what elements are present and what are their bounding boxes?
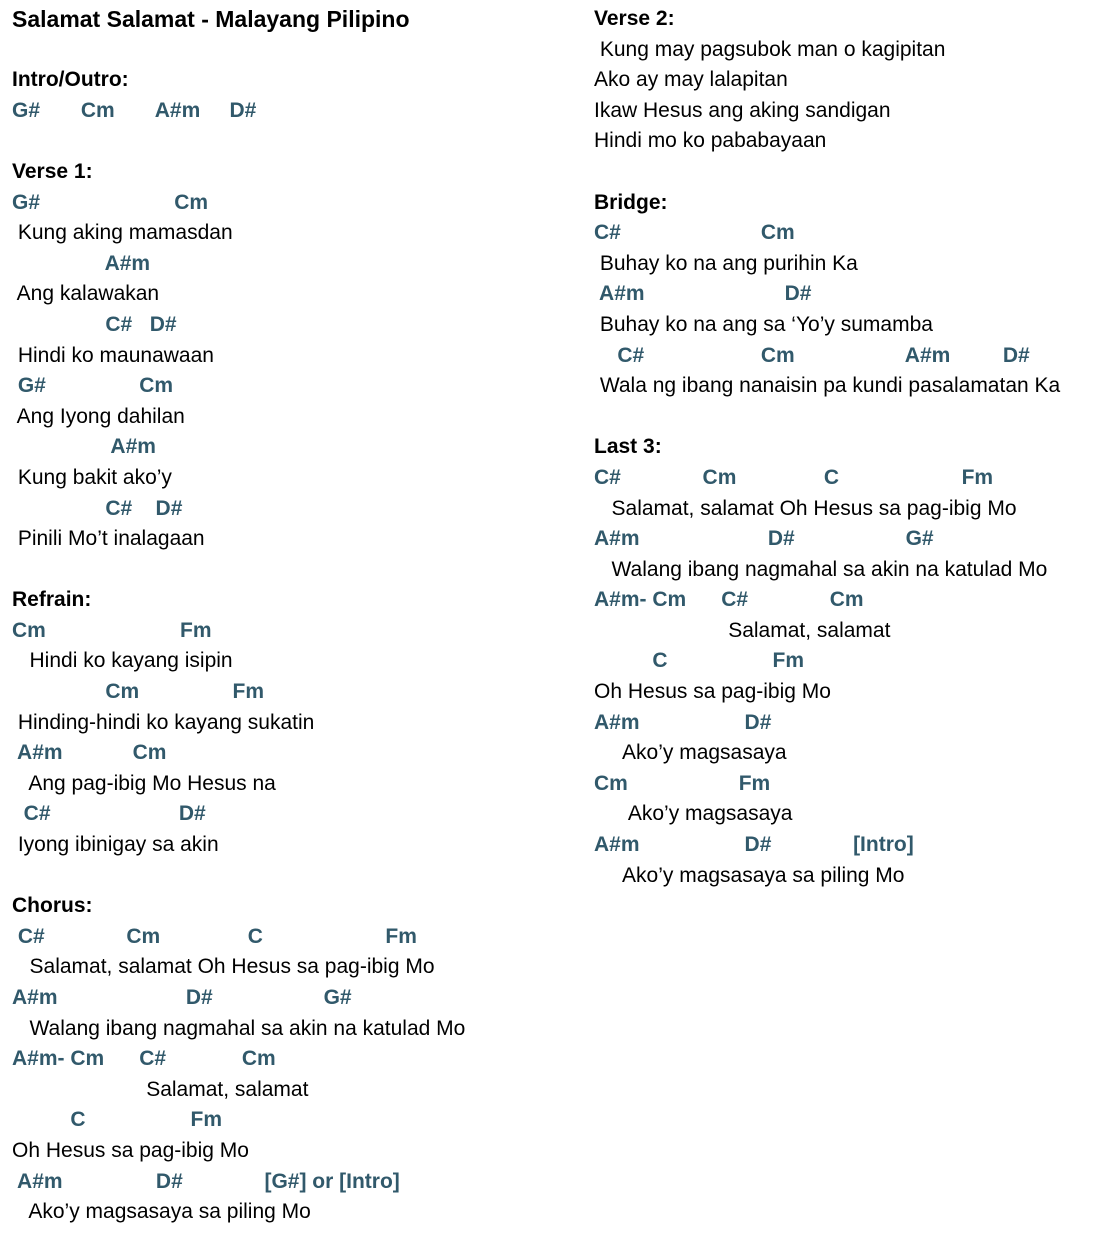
section-heading: Verse 1: <box>12 159 93 183</box>
section-heading: Last 3: <box>594 435 662 459</box>
chord-line: C Fm <box>12 1108 223 1132</box>
chord-line: G# Cm A#m D# <box>12 98 257 122</box>
chord-line: A#m- Cm C# Cm <box>594 588 864 612</box>
lyric-line: Ako’y magsasaya <box>594 802 793 826</box>
lyric-line: Ako’y magsasaya sa piling Mo <box>12 1200 311 1224</box>
left-column <box>12 4 582 1228</box>
chord-line: A#m Cm <box>12 741 167 765</box>
blank-line <box>594 157 1110 188</box>
lyric-line: Buhay ko na ang purihin Ka <box>594 251 858 275</box>
lyric-line: Kung bakit ako’y <box>12 465 172 489</box>
lyric-line: Hinding-hindi ko kayang sukatin <box>12 710 315 734</box>
blank-line <box>12 126 582 157</box>
section-heading: Bridge: <box>594 190 668 214</box>
lyric-line: Oh Hesus sa pag-ibig Mo <box>594 680 831 704</box>
chord-line: A#m D# <box>594 282 812 306</box>
chord-line: Cm Fm <box>12 680 265 704</box>
blank-line <box>12 35 582 66</box>
lyric-line: Ako’y magsasaya <box>594 741 787 765</box>
right-column <box>594 4 1110 891</box>
lyric-line: Ang kalawakan <box>12 282 160 306</box>
section-heading: Verse 2: <box>594 7 675 30</box>
chord-line: C# Cm C Fm <box>594 465 994 489</box>
lyric-line: Hindi mo ko pababayaan <box>594 129 827 153</box>
lyric-line: Kung aking mamasdan <box>12 221 233 245</box>
song-title: Salamat Salamat - Malayang Pilipino <box>12 6 410 32</box>
lyric-line: Ang Iyong dahilan <box>12 404 185 428</box>
lyric-line: Ikaw Hesus ang aking sandigan <box>594 98 891 122</box>
lyric-line: Walang ibang nagmahal sa akin na katulad Mo <box>12 1016 466 1040</box>
chord-line: A#m <box>12 251 151 275</box>
lyric-line: Hindi ko maunawaan <box>12 343 214 367</box>
chord-line: A#m D# [G#] or [Intro] <box>12 1169 400 1193</box>
section-heading: Chorus: <box>12 894 93 918</box>
lyric-line: Buhay ko na ang sa ‘Yo’y sumamba <box>594 312 933 336</box>
chord-line: C# Cm A#m D# <box>594 343 1030 367</box>
chord-line: C# D# <box>12 496 183 520</box>
blank-line <box>12 555 582 586</box>
chord-line: G# Cm <box>12 374 174 398</box>
lyric-line: Kung may pagsubok man o kagipitan <box>594 37 946 61</box>
blank-line <box>594 402 1110 433</box>
lyric-line: Hindi ko kayang isipin <box>12 649 233 673</box>
chord-line: C# Cm C Fm <box>12 924 417 948</box>
lyric-line: Ako ay may lalapitan <box>594 68 788 92</box>
lyric-line: Pinili Mo’t inalagaan <box>12 527 205 551</box>
lyric-line: Salamat, salamat <box>12 1077 309 1101</box>
chord-line: C# Cm <box>594 221 795 245</box>
blank-line <box>12 861 582 892</box>
chord-line: A#m D# G# <box>12 986 352 1009</box>
chord-line: C Fm <box>594 649 805 673</box>
chord-line: A#m <box>12 435 156 459</box>
lyric-line: Walang ibang nagmahal sa akin na katulad Mo <box>594 557 1048 581</box>
lyric-line: Salamat, salamat Oh Hesus sa pag-ibig Mo <box>594 496 1017 520</box>
section-heading: Refrain: <box>12 588 92 612</box>
lyric-line: Ang pag-ibig Mo Hesus na <box>12 771 276 795</box>
chord-line: C# D# <box>12 802 206 826</box>
lyric-line: Wala ng ibang nanaisin pa kundi pasalamatan Ka <box>594 374 1061 398</box>
lyric-line: Oh Hesus sa pag-ibig Mo <box>12 1138 249 1162</box>
lyric-line: Iyong ibinigay sa akin <box>12 833 219 857</box>
chord-line: C# D# <box>12 312 177 336</box>
chord-line: A#m- Cm C# Cm <box>12 1047 276 1071</box>
chord-line: Cm Fm <box>12 618 212 642</box>
section-heading: Intro/Outro: <box>12 68 129 92</box>
chord-line: A#m D# G# <box>594 527 934 551</box>
lyric-line: Ako’y magsasaya sa piling Mo <box>594 863 905 887</box>
chord-line: A#m D# [Intro] <box>594 833 914 857</box>
chord-line: Cm Fm <box>594 771 771 795</box>
lyric-line: Salamat, salamat <box>594 618 891 642</box>
chord-line: A#m D# <box>594 710 772 734</box>
chord-line: G# Cm <box>12 190 209 214</box>
lyric-line: Salamat, salamat Oh Hesus sa pag-ibig Mo <box>12 955 435 979</box>
